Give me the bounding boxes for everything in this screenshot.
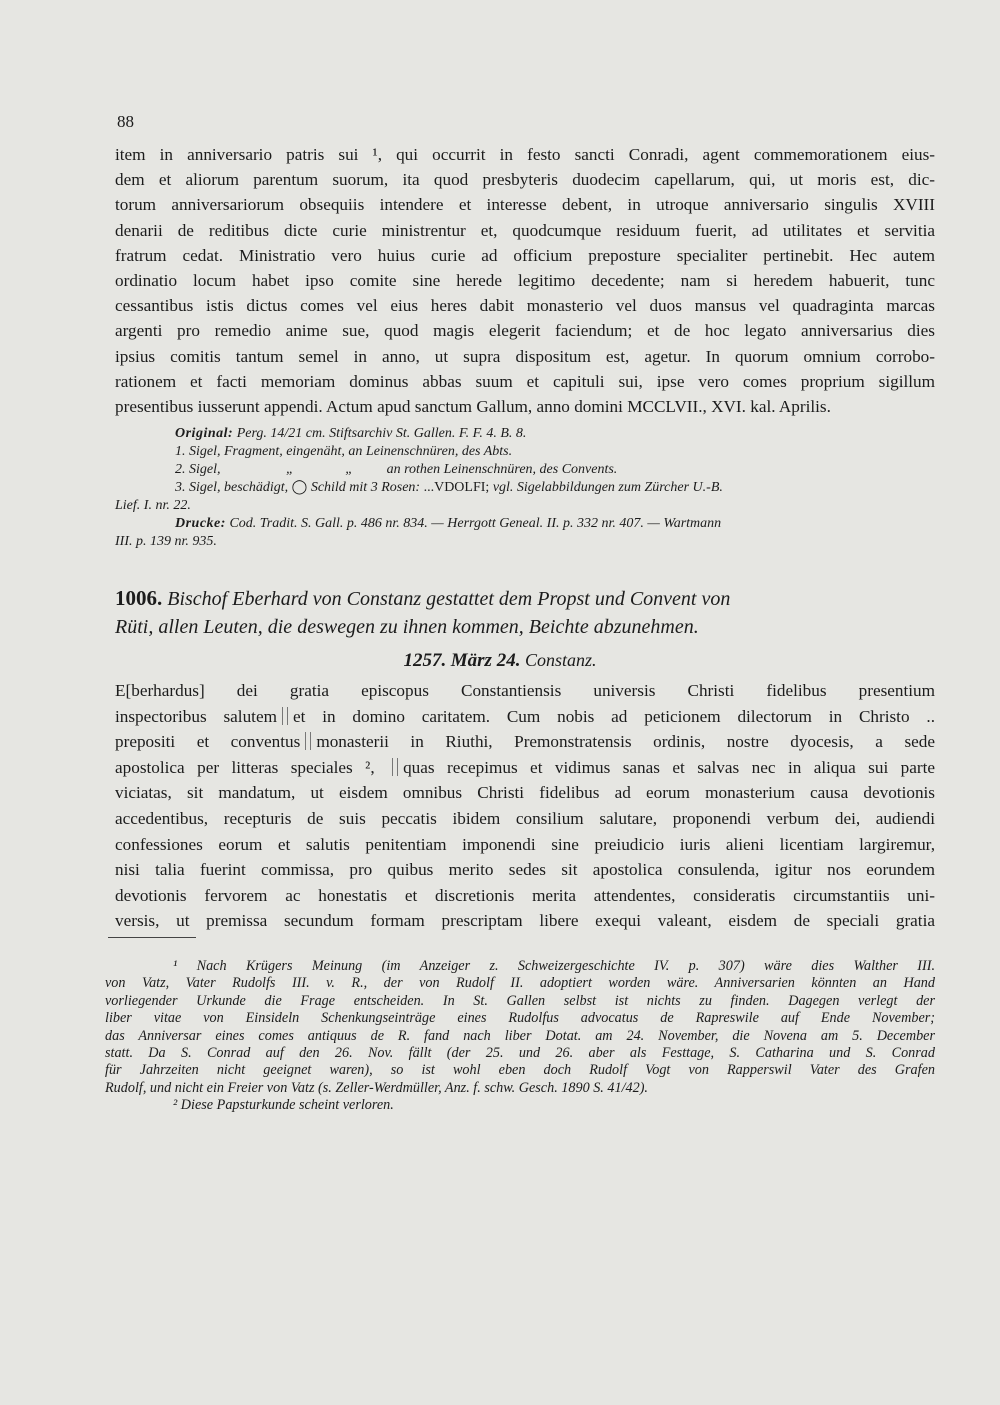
charter-line: nisi talia fuerint commissa, pro quibus merito sedes sit apostolica consulenda, igitur nos eorundem: [115, 860, 935, 880]
footnote-divider: [108, 937, 196, 938]
body-line: argenti pro remedio anime sue, quod magis elegerit faciendum; et de hoc legato anniversarius dies: [115, 321, 935, 341]
body-text: [115, 142, 935, 419]
charter-seg: quas recepimus et vidimus sanas et salvas nec in aliqua sui parte: [403, 757, 936, 777]
seal2-label: 2. Sigel,: [175, 462, 221, 477]
body-line: ordinatio locum habet ipso comite sine herede legitimo decedente; nam si heredem habuerit, tunc: [115, 271, 935, 291]
seal-legend: ...VDOLFI;: [423, 480, 490, 495]
source-notes: [115, 425, 935, 551]
footnote-line: ¹ Nach Krügers Meinung (im Anzeiger z. Schweizergeschichte IV. p. 307) wäre dies Walther III.: [173, 958, 935, 974]
ditto-mark: „: [345, 462, 354, 477]
footnote-line: liber vitae von Einsideln Schenkungseinträge eines Rudolfus advocatus de Rapreswile auf Ende November;: [105, 1010, 935, 1027]
ditto-mark: „: [286, 462, 294, 477]
footnote-line: ² Diese Papsturkunde scheint verloren.: [173, 1097, 394, 1114]
prints-label: Drucke:: [175, 516, 226, 531]
original-label: Original:: [175, 426, 234, 441]
seal3-text: 3. Sigel, beschädigt, ◯ Schild mit 3 Rosen:: [175, 480, 421, 495]
document-number: 1006.: [115, 586, 163, 610]
charter-line: accedentibus, recepturis de suis peccatis ibidem consilium salutare, proponendi verbum dei, audiendi: [115, 808, 935, 828]
body-line: presentibus iusserunt appendi. Actum apud sanctum Gallum, anno domini MCCLVII., XVI. kal. Aprilis.: [115, 397, 831, 417]
seal-note-1: 1. Sigel, Fragment, eingenäht, an Leinenschnüren, des Abts.: [175, 444, 513, 459]
line-break-mark: [282, 707, 288, 725]
body-line: rationem et facti memoriam dominus abbas suum et capituli sui, ipse vero comes proprium sigillum: [115, 371, 935, 391]
seal3-ref: vgl. Sigelabbildungen zum Zürcher U.-B.: [492, 480, 723, 495]
body-line: dem et aliorum parentum suorum, ita quod presbyteris duodecim capellarum, qui, ut moris est, dic-: [115, 170, 935, 190]
seal-note-2: [115, 461, 935, 479]
body-line: ipsius comitis tantum semel in anno, ut supra dispositum est, agetur. In quorum omnium corrobo-: [115, 346, 935, 366]
charter-seg: inspectoribus salutem: [115, 706, 277, 726]
title-line-2: Rüti, allen Leuten, die deswegen zu ihnen kommen, Beichte abzunehmen.: [115, 616, 699, 638]
prints-note: [115, 515, 935, 533]
footnotes: [105, 958, 935, 1115]
charter-text: [115, 678, 935, 934]
charter-seg: monasterii in Riuthi, Premonstratensis ordinis, nostre dyocesis, a sede: [316, 732, 935, 752]
footnote-line: vorliegender Urkunde die Frage entscheiden. In St. Gallen selbst ist nichts zu finden. Dagegen verlegt der: [105, 992, 935, 1009]
charter-seg: apostolica per litteras speciales ²,: [115, 757, 388, 777]
date-line: [0, 650, 1000, 672]
seal-note-3: [115, 479, 935, 497]
seal-note-3-cont: Lief. I. nr. 22.: [115, 498, 191, 513]
footnote-line: von Vatz, Vater Rudolfs III. v. R., der von Rudolf II. adoptiert worden wäre. Anniversarien könnten an Hand: [105, 975, 935, 992]
body-line: cessantibus istis dictus comes vel eius heres dabit monasterio vel duos mansus vel quadraginta marcas: [115, 296, 935, 316]
page-number: 88: [117, 112, 134, 131]
date-day: März 24.: [450, 650, 521, 671]
prints-text: Cod. Tradit. S. Gall. p. 486 nr. 834. — Herrgott Geneal. II. p. 332 nr. 407. — Wartmann: [229, 516, 722, 531]
charter-line: [115, 755, 935, 781]
body-line: denarii de reditibus dicte curie ministrentur et, quodcumque residuum fuerit, ad utilitates et servitia: [115, 220, 935, 240]
prints-note-cont: III. p. 139 nr. 935.: [115, 534, 217, 549]
document-title: [115, 584, 935, 641]
body-line: torum anniversariorum obsequiis intendere et interesse debent, in utroque anniversario singulis XVIII: [115, 195, 935, 215]
charter-line: [115, 729, 935, 755]
charter-seg: et in domino caritatem. Cum nobis ad peticionem dilectorum in Christo ..: [292, 706, 935, 726]
line-break-mark: [305, 732, 311, 750]
body-line: fratrum cedat. Ministratio vero huius curie ad officium preposture specialiter pertinebit. Hec autem: [115, 245, 935, 265]
footnote-line: statt. Da S. Conrad auf den 26. Nov. fällt (der 25. und 26. aber als Festtage, S. Catharina und S. Conrad: [105, 1045, 935, 1062]
charter-line: versis, ut premissa secundum formam prescriptam libere exequi valeant, eisdem de speciali gratia: [115, 911, 935, 931]
charter-line: devotionis fervorem ac honestatis et discretionis merita attendentes, consideratis circumstantiis uni-: [115, 885, 935, 905]
footnote-line: Rudolf, und nicht ein Freier von Vatz (s. Zeller-Werdmüller, Anz. f. schw. Gesch. 1890 S. 41/42).: [105, 1079, 648, 1096]
title-line-1: Bischof Eberhard von Constanz gestattet dem Propst und Convent von: [167, 588, 731, 610]
line-break-mark: [392, 758, 398, 776]
charter-line: viciatas, sit mandatum, ut eisdem omnibus Christi fidelibus ad eorum monasterium causa devotionis: [115, 783, 935, 803]
charter-line: [115, 704, 935, 730]
original-note: [115, 425, 935, 443]
charter-seg: prepositi et conventus: [115, 732, 301, 752]
date-place: Constanz.: [524, 650, 597, 670]
charter-line: confessiones eorum et salutis penitentiam imponendi sine preiudicio iuris alieni licentiam largiremur,: [115, 834, 935, 854]
charter-line: E[berhardus] dei gratia episcopus Constantiensis universis Christi fidelibus presentium: [115, 681, 935, 700]
seal2-text: an rothen Leinenschnüren, des Convents.: [386, 462, 618, 477]
body-line: item in anniversario patris sui ¹, qui occurrit in festo sancti Conradi, agent commemorationem eius-: [115, 145, 935, 164]
footnote-line: für Jahrzeiten nicht geeignet waren), so ist wohl eben doch Rudolf Vogt von Rapperswil Vater des Grafen: [105, 1062, 935, 1079]
date-year: 1257.: [403, 650, 447, 671]
original-text: Perg. 14/21 cm. Stiftsarchiv St. Gallen. F. F. 4. B. 8.: [236, 426, 527, 441]
footnote-line: das Anniversar eines comes antiquus de R. fand nach liber Dotat. am 24. November, die Novena am 5. December: [105, 1027, 935, 1044]
